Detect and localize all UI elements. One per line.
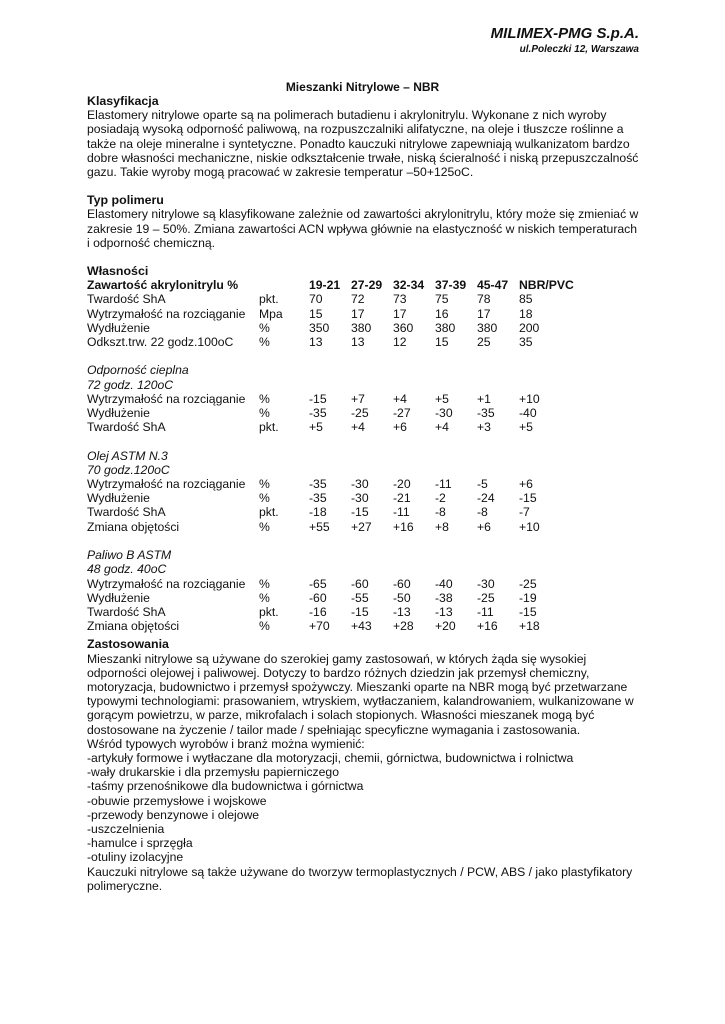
- table-row: [87, 420, 579, 434]
- company-header: [491, 25, 639, 55]
- table-cell: 380: [435, 320, 456, 335]
- group-subtitle: 70 godz.120oC: [87, 462, 170, 477]
- row-label: Wytrzymałość na rozciąganie: [87, 576, 246, 591]
- table-cell: 15: [309, 306, 323, 321]
- row-label: Zmiana objętości: [87, 519, 180, 534]
- row-label: Wydłużenie: [87, 590, 150, 605]
- table-cell: -40: [519, 406, 537, 421]
- table-cell: -15: [309, 391, 327, 406]
- row-unit: pkt.: [259, 505, 279, 520]
- table-cell: -60: [393, 576, 411, 591]
- text-line: gazu. Takie wyroby mogą pracować w zakresie temperatur –50+125oC.: [87, 165, 474, 180]
- table-cell: -8: [477, 505, 488, 520]
- table-row: [87, 491, 579, 505]
- table-cell: 78: [477, 292, 491, 307]
- text-line: dobre własności mechaniczne, niskie odkształcenie trwałe, niską ścieralność i niską przepuszczalność: [87, 150, 639, 165]
- table-cell: -38: [435, 590, 453, 605]
- text-line: i odporność chemiczną.: [87, 235, 216, 250]
- list-item: -otuliny izolacyjne: [87, 850, 184, 865]
- table-cell: -15: [519, 604, 537, 619]
- table-cell: 72: [351, 292, 365, 307]
- table-cell: +3: [477, 420, 491, 435]
- table-cell: +6: [393, 420, 407, 435]
- table-cell: -40: [435, 576, 453, 591]
- table-cell: -35: [477, 406, 495, 421]
- table-cell: +70: [309, 619, 330, 634]
- table-cell: +27: [351, 519, 372, 534]
- applications-closing: [87, 865, 647, 893]
- table-cell: -21: [393, 491, 411, 506]
- row-unit: pkt.: [259, 420, 279, 435]
- row-unit: %: [259, 590, 270, 605]
- applications-list: [87, 751, 647, 865]
- classification-heading: Klasyfikacja: [87, 94, 159, 108]
- spacer: [87, 534, 579, 548]
- table-cell: 380: [351, 320, 372, 335]
- classification-text: [87, 108, 647, 179]
- table-cell: +8: [435, 519, 449, 534]
- table-cell: +55: [309, 519, 330, 534]
- table-cell: 350: [309, 320, 330, 335]
- company-address: ul.Poleczki 12, Warszawa: [519, 44, 639, 55]
- table-cell: +20: [435, 619, 456, 634]
- row-unit: %: [259, 491, 270, 506]
- text-line: motoryzacja, budownictwo i przemysł spożywczy. Mieszanki oparte na NBR mogą być przetwarzane: [87, 679, 628, 694]
- table-row: [87, 591, 579, 605]
- polymer-type-heading: Typ polimeru: [87, 193, 164, 208]
- table-cell: +4: [393, 391, 407, 406]
- group-title: Odporność cieplna: [87, 363, 189, 378]
- table-cell: +43: [351, 619, 372, 634]
- table-cell: 13: [351, 335, 365, 350]
- table-cell: -11: [393, 505, 410, 520]
- table-row: [87, 292, 579, 306]
- table-cell: 25: [477, 335, 491, 350]
- text-line: dostosowane na życzenie / tailor made / spełniając specyficzne wymagania i zastosowania.: [87, 722, 581, 737]
- row-unit: %: [259, 391, 270, 406]
- row-unit: %: [259, 335, 270, 350]
- column-header: 45-47: [477, 278, 509, 293]
- row-label: Wytrzymałość na rozciąganie: [87, 477, 246, 492]
- table-cell: -11: [477, 604, 494, 619]
- table-cell: -55: [351, 590, 369, 605]
- table-cell: +28: [393, 619, 414, 634]
- table-cell: +4: [351, 420, 365, 435]
- table-cell: -60: [309, 590, 327, 605]
- group-subtitle: 48 godz. 40oC: [87, 562, 167, 577]
- table-cell: 17: [351, 306, 365, 321]
- table-cell: 35: [519, 335, 533, 350]
- table-cell: -35: [309, 491, 327, 506]
- table-cell: -15: [351, 505, 369, 520]
- table-row: [87, 520, 579, 534]
- text-line: posiadają wysoką odporność paliwową, na rozpuszczalniki alifatyczne, na oleje i tłuszcze roślinne a: [87, 122, 624, 137]
- table-cell: -30: [351, 491, 369, 506]
- table-cell: -15: [351, 604, 369, 619]
- table-cell: 13: [309, 335, 323, 350]
- table-cell: -30: [435, 406, 453, 421]
- applications-heading: Zastosowania: [87, 637, 169, 652]
- table-cell: -18: [309, 505, 327, 520]
- table-cell: -35: [309, 406, 327, 421]
- table-row: [87, 477, 579, 491]
- table-cell: -60: [351, 576, 369, 591]
- applications-text: [87, 652, 647, 737]
- column-header: NBR/PVC: [519, 278, 574, 293]
- table-row: [87, 406, 579, 420]
- table-cell: -5: [477, 477, 488, 492]
- table-cell: -20: [393, 477, 411, 492]
- table-cell: -35: [309, 477, 327, 492]
- text-line: Kauczuki nitrylowe są także używane do tworzyw termoplastycznych / PCW, ABS / jako plastyfikatory: [87, 864, 633, 879]
- applications-list-intro: Wśród typowych wyrobów i branż można wymienić:: [87, 736, 365, 751]
- table-row: [87, 321, 579, 335]
- table-cell: +16: [393, 519, 414, 534]
- spacer: [87, 434, 579, 448]
- group-subtitle: 72 godz. 120oC: [87, 377, 174, 392]
- list-item: -artykuły formowe i wytłaczane dla motoryzacji, chemii, górnictwa, budownictwa i rolnictwa: [87, 750, 574, 765]
- table-header-row: [87, 278, 579, 292]
- list-item: -hamulce i sprzęgła: [87, 836, 193, 851]
- table-cell: 16: [435, 306, 449, 321]
- properties-table: [87, 278, 579, 633]
- table-cell: -16: [309, 604, 327, 619]
- table-cell: +5: [309, 420, 323, 435]
- text-line: także na oleje mineralne i syntetyczne. Ponadto kauczuki nitrylowe zapewniają wulkanizatom bardzo: [87, 136, 630, 151]
- table-cell: -30: [351, 477, 369, 492]
- table-cell: +18: [519, 619, 540, 634]
- column-label: Zawartość akrylonitrylu %: [87, 278, 239, 293]
- row-unit: %: [259, 477, 270, 492]
- row-label: Odkszt.trw. 22 godz.100oC: [87, 335, 234, 350]
- table-cell: 200: [519, 320, 540, 335]
- text-line: odporności olejowej i paliwowej. Dotyczy to bardzo różnych dziedzin jak przemysł chemiczny,: [87, 665, 590, 680]
- row-label: Twardość ShA: [87, 420, 166, 435]
- table-cell: -25: [351, 406, 369, 421]
- table-cell: -19: [519, 590, 537, 605]
- table-cell: -65: [309, 576, 327, 591]
- table-cell: 15: [435, 335, 449, 350]
- table-cell: 12: [393, 335, 407, 350]
- properties-heading: Własności: [87, 264, 149, 279]
- row-unit: %: [259, 320, 270, 335]
- table-cell: 17: [477, 306, 491, 321]
- text-line: zakresie 19 – 50%. Zmiana zawartości ACN wpływa głównie na elastyczność w niskich temperaturach: [87, 221, 638, 236]
- table-cell: +16: [477, 619, 498, 634]
- table-cell: 70: [309, 292, 323, 307]
- text-line: gorącym powietrzu, w parze, mikrofalach i solach stopionych. Własności mieszanek mogą być: [87, 708, 595, 723]
- table-cell: 360: [393, 320, 414, 335]
- row-unit: pkt.: [259, 604, 279, 619]
- table-cell: 75: [435, 292, 449, 307]
- table-cell: +5: [519, 420, 533, 435]
- table-row: [87, 577, 579, 591]
- table-cell: -25: [519, 576, 537, 591]
- column-header: 19-21: [309, 278, 341, 293]
- table-cell: +5: [435, 391, 449, 406]
- table-cell: 380: [477, 320, 498, 335]
- column-header: 27-29: [351, 278, 383, 293]
- table-cell: 18: [519, 306, 533, 321]
- table-row: [87, 392, 579, 406]
- document-title: Mieszanki Nitrylowe – NBR: [285, 80, 440, 94]
- row-unit: %: [259, 576, 270, 591]
- table-cell: 85: [519, 292, 533, 307]
- table-cell: -8: [435, 505, 446, 520]
- table-cell: -13: [435, 604, 453, 619]
- row-label: Twardość ShA: [87, 604, 166, 619]
- row-unit: %: [259, 619, 270, 634]
- row-label: Wydłużenie: [87, 406, 150, 421]
- row-label: Twardość ShA: [87, 505, 166, 520]
- row-label: Wydłużenie: [87, 320, 150, 335]
- table-row: [87, 605, 579, 619]
- row-label: Wydłużenie: [87, 491, 150, 506]
- table-cell: +4: [435, 420, 449, 435]
- group-title: Olej ASTM N.3: [87, 448, 168, 463]
- list-item: -taśmy przenośnikowe dla budownictwa i górnictwa: [87, 779, 364, 794]
- table-cell: 17: [393, 306, 407, 321]
- table-cell: -7: [519, 505, 530, 520]
- polymer-type-text: [87, 207, 647, 250]
- table-row: [87, 505, 579, 519]
- table-cell: -11: [435, 477, 452, 492]
- column-header: 37-39: [435, 278, 467, 293]
- row-label: Twardość ShA: [87, 292, 166, 307]
- text-line: polimeryczne.: [87, 878, 163, 893]
- text-line: typowymi technologiami: prasowaniem, wtryskiem, wytłaczaniem, kalandrowaniem, wulkanizowane w: [87, 694, 634, 709]
- table-cell: +6: [519, 477, 533, 492]
- row-unit: pkt.: [259, 292, 279, 307]
- table-cell: +10: [519, 519, 540, 534]
- table-cell: -2: [435, 491, 446, 506]
- table-cell: -25: [477, 590, 495, 605]
- row-label: Zmiana objętości: [87, 619, 180, 634]
- list-item: -przewody benzynowe i olejowe: [87, 807, 260, 822]
- table-cell: 73: [393, 292, 407, 307]
- table-cell: -24: [477, 491, 495, 506]
- table-cell: -30: [477, 576, 495, 591]
- table-row: [87, 619, 579, 633]
- row-label: Wytrzymałość na rozciąganie: [87, 391, 246, 406]
- row-unit: %: [259, 519, 270, 534]
- list-item: -wały drukarskie i dla przemysłu papierniczego: [87, 765, 339, 780]
- list-item: -uszczelnienia: [87, 821, 165, 836]
- company-name: MILIMEX-PMG S.p.A.: [490, 25, 639, 42]
- text-line: Mieszanki nitrylowe są używane do szerokiej gamy zastosowań, w których żąda się wysokiej: [87, 651, 587, 666]
- table-cell: +6: [477, 519, 491, 534]
- table-row: [87, 335, 579, 349]
- list-item: -obuwie przemysłowe i wojskowe: [87, 793, 267, 808]
- text-line: Elastomery nitrylowe oparte są na polimerach butadienu i akrylonitrylu. Wykonane z nich wyroby: [87, 108, 607, 123]
- table-cell: +1: [477, 391, 491, 406]
- document-body: [87, 94, 647, 893]
- table-cell: -15: [519, 491, 537, 506]
- table-cell: +7: [351, 391, 365, 406]
- text-line: Elastomery nitrylowe są klasyfikowane zależnie od zawartości akrylonitrylu, który może się zmieniać w: [87, 207, 639, 222]
- row-unit: Mpa: [259, 306, 283, 321]
- table-cell: -27: [393, 406, 411, 421]
- table-row: [87, 307, 579, 321]
- table-cell: -13: [393, 604, 411, 619]
- spacer: [87, 349, 579, 363]
- column-header: 32-34: [393, 278, 425, 293]
- table-cell: -50: [393, 590, 411, 605]
- table-cell: [259, 278, 309, 292]
- table-cell: +10: [519, 391, 540, 406]
- row-label: Wytrzymałość na rozciąganie: [87, 306, 246, 321]
- row-unit: %: [259, 406, 270, 421]
- group-title: Paliwo B ASTM: [87, 548, 172, 563]
